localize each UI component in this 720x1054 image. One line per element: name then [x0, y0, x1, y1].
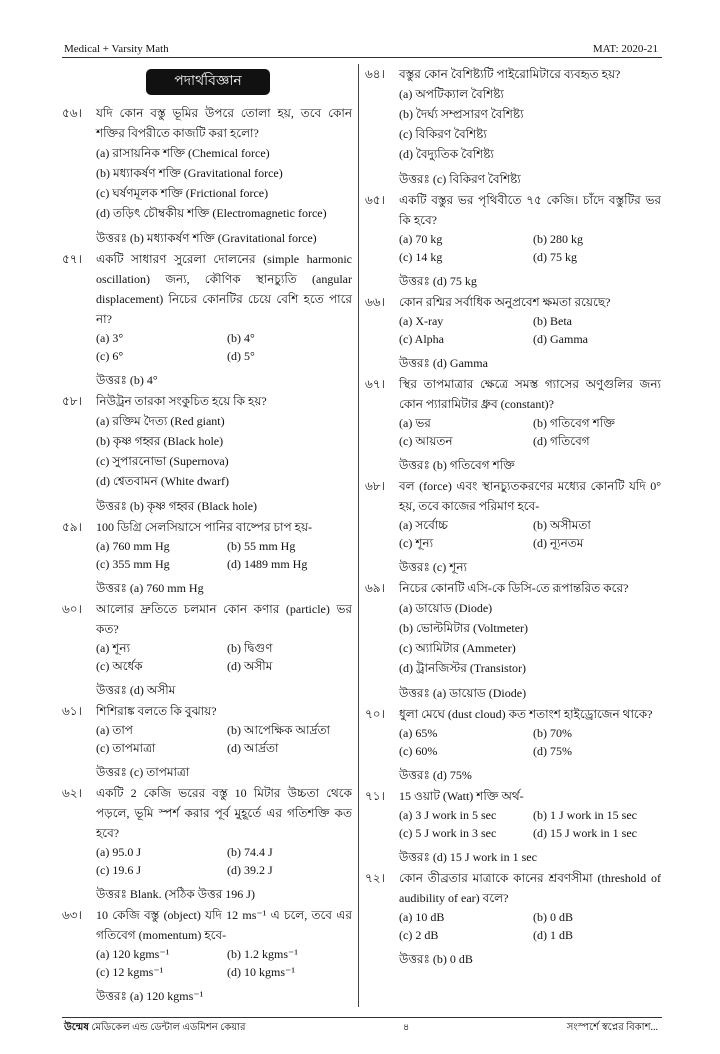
option: (b) দ্বিগুণ: [227, 641, 273, 655]
question-number: ৬০।: [62, 602, 82, 616]
options: [399, 84, 661, 164]
question: [62, 905, 352, 1006]
answer: উত্তরঃ (c) শূন্য: [399, 560, 467, 574]
option: (a) ডায়োড (Diode): [399, 601, 493, 615]
question-text: 100 ডিগ্রি সেলসিয়াসে পানির বাষ্পের চাপ হয়-: [96, 520, 313, 534]
option: (d) 1 dB: [533, 928, 573, 942]
option: (d) 75%: [533, 744, 572, 758]
option: (a) 10 dB: [399, 910, 445, 924]
question-number: ৬৯।: [365, 581, 385, 595]
options: [96, 411, 352, 491]
option: (d) আর্দ্রতা: [227, 741, 279, 755]
option: (d) তড়িৎ চৌম্বকীয় শক্তি (Electromagnetic force): [96, 206, 327, 220]
footer-left-text: মেডিকেল এন্ড ডেন্টাল এডমিশন কেয়ার: [91, 1022, 246, 1033]
question-number: ৫৯।: [62, 520, 82, 534]
question: [62, 517, 352, 598]
question-number: ৭০।: [365, 707, 385, 721]
page-number: ৪: [402, 1022, 410, 1033]
option: (d) 75 kg: [533, 250, 577, 264]
option: (b) 280 kg: [533, 232, 583, 246]
question: [365, 190, 661, 291]
question-number: ৬৪।: [365, 67, 385, 81]
question-text: নিচের কোনটি এসি-কে ডিসি-তে রূপান্তরিত করে?: [399, 581, 629, 595]
option: (c) অর্ধেক: [96, 659, 143, 673]
question: [365, 476, 661, 577]
options: [96, 945, 352, 981]
answer: উত্তরঃ (a) ডায়োড (Diode): [399, 686, 527, 700]
options: [399, 724, 661, 760]
option: (c) বিকিরণ বৈশিষ্ট্য: [399, 127, 487, 141]
question-number: ৫৭।: [62, 252, 82, 266]
option: (d) গতিবেগ: [533, 434, 590, 448]
options: [96, 329, 352, 365]
option: (d) 5°: [227, 349, 255, 363]
option: (d) 10 kgms⁻¹: [227, 965, 295, 979]
option: (a) 3°: [96, 331, 124, 345]
option: (d) বৈদ্যুতিক বৈশিষ্ট্য: [399, 147, 494, 161]
question: [62, 103, 352, 248]
question-number: ৭২।: [365, 871, 385, 885]
answer: উত্তরঃ (d) Gamma: [399, 356, 488, 370]
option: (d) Gamma: [533, 332, 588, 346]
question: [62, 391, 352, 516]
options: [96, 639, 352, 675]
question: [62, 599, 352, 700]
question-text: আলোর দ্রুতিতে চলমান কোন কণার (particle) ভর কত?: [96, 602, 352, 636]
option: (c) শূন্য: [399, 536, 434, 550]
option: (c) Alpha: [399, 332, 444, 346]
option: (b) গতিবেগ শক্তি: [533, 416, 615, 430]
option: (b) 1 J work in 15 sec: [533, 808, 637, 822]
question-number: ৬৬।: [365, 295, 385, 309]
option: (c) 60%: [399, 744, 438, 758]
options: [399, 598, 661, 678]
question-number: ৭১।: [365, 789, 385, 803]
columns: [62, 64, 662, 1007]
answer: উত্তরঃ (b) কৃষ্ণ গহ্বর (Black hole): [96, 499, 258, 513]
option: (b) 70%: [533, 726, 572, 740]
option: (b) 0 dB: [533, 910, 573, 924]
option: (a) X-ray: [399, 314, 444, 328]
options: [399, 414, 661, 450]
answer: উত্তরঃ (c) বিকিরণ বৈশিষ্ট্য: [399, 172, 521, 186]
question-number: ৬৩।: [62, 908, 82, 922]
option: (b) 74.4 J: [227, 845, 273, 859]
option: (c) 355 mm Hg: [96, 557, 170, 571]
question-number: ৬২।: [62, 786, 82, 800]
option: (c) 6°: [96, 349, 124, 363]
question-text: একটি 2 কেজি ভরের বস্তু 10 মিটার উচ্চতা থেকে পড়লে, ভূমি স্পর্শ করার পূর্ব মুহূর্তে এর গতিশক্তি কত হবে?: [96, 786, 352, 840]
answer: উত্তরঃ (b) গতিবেগ শক্তি: [399, 458, 515, 472]
option: (d) 1489 mm Hg: [227, 557, 308, 571]
option: (a) ভর: [399, 416, 431, 430]
option: (c) অ্যামিটার (Ammeter): [399, 641, 516, 655]
option: (c) 14 kg: [399, 250, 443, 264]
option: (b) অসীমতা: [533, 518, 591, 532]
option: (b) 55 mm Hg: [227, 539, 296, 553]
option: (c) সুপারনোভা (Supernova): [96, 454, 229, 468]
answer: উত্তরঃ (b) 4°: [96, 373, 158, 387]
option: (c) তাপমাত্রা: [96, 741, 156, 755]
option: (a) রাসায়নিক শক্তি (Chemical force): [96, 146, 270, 160]
question: [365, 868, 661, 969]
question: [365, 786, 661, 867]
option: (a) শূন্য: [96, 641, 131, 655]
answer: উত্তরঃ Blank. (সঠিক উত্তর 196 J): [96, 887, 255, 901]
header-right: MAT: 2020-21: [592, 43, 658, 55]
question-text: একটি সাধারণ সুরেলা দোলনের (simple harmonic oscillation) জন্য, কৌণিক স্থানচ্যুতি (angular displacement) নিচের কোনটির চেয়ে বেশি হতে পারে না?: [96, 252, 352, 326]
question-text: কোন রশ্মির সর্বাধিক অনুপ্রবেশ ক্ষমতা রয়েছে?: [399, 295, 611, 309]
answer: উত্তরঃ (d) 75%: [399, 768, 472, 782]
option: (a) 95.0 J: [96, 845, 141, 859]
option: (c) 5 J work in 3 sec: [399, 826, 497, 840]
answer: উত্তরঃ (d) অসীম: [96, 683, 176, 697]
answer: উত্তরঃ (c) তাপমাত্রা: [96, 765, 190, 779]
option: (a) 760 mm Hg: [96, 539, 170, 553]
option: (b) ভোল্টমিটার (Voltmeter): [399, 621, 529, 635]
question-text: শিশিরাঙ্ক বলতে কি বুঝায়?: [96, 704, 217, 718]
question-text: বল (force) এবং স্থানচ্যুতকরণের মধ্যের কোনটি যদি 0° হয়, তবে কাজের পরিমাণ হবে-: [399, 479, 661, 513]
header-left: Medical + Varsity Math: [64, 43, 169, 55]
option: (d) 15 J work in 1 sec: [533, 826, 637, 840]
question: [365, 292, 661, 373]
question: [365, 64, 661, 189]
answer: উত্তরঃ (a) 760 mm Hg: [96, 581, 204, 595]
options: [399, 312, 661, 348]
options: [96, 143, 352, 223]
question-number: ৫৬।: [62, 106, 82, 120]
question-text: ধুলা মেঘে (dust cloud) কত শতাংশ হাইড্রোজেন থাকে?: [399, 707, 653, 721]
option: (d) শ্বেতবামন (White dwarf): [96, 474, 229, 488]
option: (d) ন্যূনতম: [533, 536, 584, 550]
option: (b) 4°: [227, 331, 255, 345]
option: (a) রক্তিম দৈত্য (Red giant): [96, 414, 225, 428]
page-header: [62, 42, 662, 58]
options: [96, 721, 352, 757]
question: [365, 374, 661, 475]
option: (d) ট্রানজিস্টর (Transistor): [399, 661, 527, 675]
question-text: 10 কেজি বস্তু (object) যদি 12 ms⁻¹ এ চলে, তবে এর গতিবেগ (momentum) হবে-: [96, 908, 352, 942]
option: (b) আপেক্ষিক আর্দ্রতা: [227, 723, 330, 737]
page-footer: [62, 1017, 662, 1034]
question-text: স্থির তাপমাত্রার ক্ষেত্রে সমস্ত গ্যাসের অণুগুলির জন্য কোন প্যারামিটার ধ্রুব (constant)?: [399, 377, 661, 411]
option: (b) মধ্যাকর্ষণ শক্তি (Gravitational force): [96, 166, 283, 180]
option: (a) 120 kgms⁻¹: [96, 947, 170, 961]
answer: উত্তরঃ (b) মধ্যাকর্ষণ শক্তি (Gravitational force): [96, 231, 317, 245]
section-title: পদার্থবিজ্ঞান: [146, 69, 270, 95]
answer: উত্তরঃ (d) 75 kg: [399, 274, 477, 288]
question-text: নিউট্রন তারকা সংকুচিত হয়ে কি হয়?: [96, 394, 267, 408]
question: [365, 578, 661, 703]
right-column: [358, 64, 661, 1007]
question-number: ৬৭।: [365, 377, 385, 391]
option: (b) কৃষ্ণ গহ্বর (Black hole): [96, 434, 224, 448]
options: [399, 908, 661, 944]
options: [399, 230, 661, 266]
left-questions: [62, 103, 352, 1006]
question-number: ৬১।: [62, 704, 82, 718]
footer-brand: উন্মেষ: [64, 1022, 89, 1033]
question: [62, 701, 352, 782]
answer: উত্তরঃ (d) 15 J work in 1 sec: [399, 850, 537, 864]
options: [96, 843, 352, 879]
question-number: ৫৮।: [62, 394, 82, 408]
option: (c) 12 kgms⁻¹: [96, 965, 164, 979]
question-text: বস্তুর কোন বৈশিষ্ট্যটি পাইরোমিটারে ব্যবহৃত হয়?: [399, 67, 621, 81]
question: [365, 704, 661, 785]
answer: উত্তরঃ (a) 120 kgms⁻¹: [96, 989, 204, 1003]
footer-left: [64, 1021, 246, 1034]
footer-right: সংস্পর্শে স্বপ্নের বিকাশ...: [566, 1022, 658, 1033]
option: (a) তাপ: [96, 723, 133, 737]
question-number: ৬৮।: [365, 479, 385, 493]
option: (c) 19.6 J: [96, 863, 141, 877]
option: (d) 39.2 J: [227, 863, 273, 877]
option: (a) 70 kg: [399, 232, 443, 246]
question-text: একটি বস্তুর ভর পৃথিবীতে ৭৫ কেজি। চাঁদে বস্তুটির ভর কি হবে?: [399, 193, 661, 227]
question-text: 15 ওয়াট (Watt) শক্তি অর্থ-: [399, 789, 524, 803]
option: (c) আয়তন: [399, 434, 453, 448]
question: [62, 783, 352, 904]
option: (a) অপটিক্যাল বৈশিষ্ট্য: [399, 87, 504, 101]
option: (b) Beta: [533, 314, 572, 328]
option: (a) সর্বোচ্চ: [399, 518, 448, 532]
option: (c) 2 dB: [399, 928, 439, 942]
options: [399, 806, 661, 842]
options: [399, 516, 661, 552]
option: (b) 1.2 kgms⁻¹: [227, 947, 298, 961]
question: [62, 249, 352, 390]
option: (a) 3 J work in 5 sec: [399, 808, 497, 822]
option: (b) দৈর্ঘ্য সম্প্রসারণ বৈশিষ্ট্য: [399, 107, 524, 121]
option: (a) 65%: [399, 726, 438, 740]
option: (c) ঘর্ষণমূলক শক্তি (Frictional force): [96, 186, 269, 200]
question-number: ৬৫।: [365, 193, 385, 207]
answer: উত্তরঃ (b) 0 dB: [399, 952, 473, 966]
options: [96, 537, 352, 573]
question-text: কোন তীব্রতার মাত্রাকে কানের শ্রবণসীমা (threshold of audibility of ear) বলে?: [399, 871, 661, 905]
question-text: যদি কোন বস্তু ভূমির উপরে তোলা হয়, তবে কোন শক্তির বিপরীতে কাজটি করা হলো?: [96, 106, 352, 140]
left-column: [62, 64, 358, 1007]
option: (d) অসীম: [227, 659, 273, 673]
